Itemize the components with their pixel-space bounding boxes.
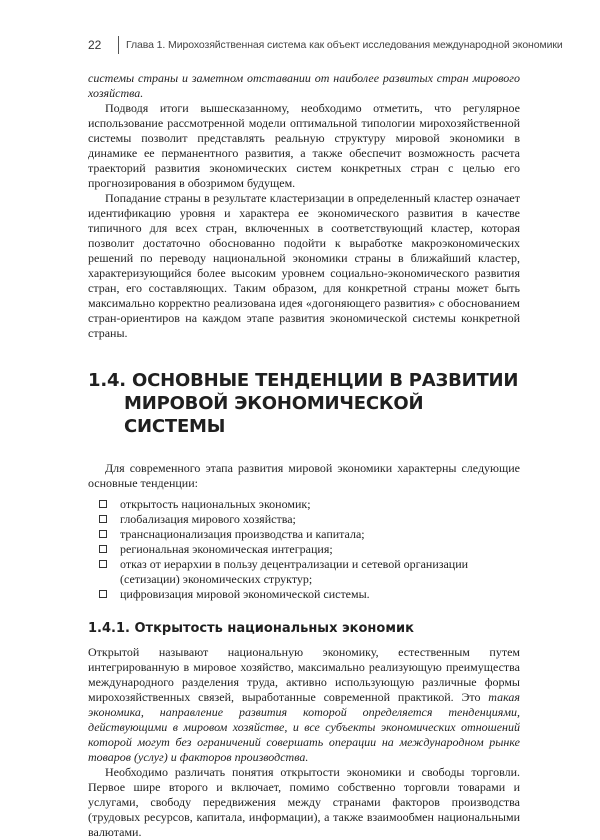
list-item-text: отказ от иерархии в пользу децентрализации и сетевой организации (сетизации) экономических структур;: [120, 557, 469, 586]
list-item: [88, 527, 520, 542]
checkbox-bullet-icon: [99, 560, 107, 568]
list-item-text: транснационализация производства и капитала;: [120, 527, 365, 541]
list-item: [88, 512, 520, 527]
paragraph-open-economy-definition: [88, 645, 520, 765]
list-item-text: глобализация мирового хозяйства;: [120, 512, 296, 526]
header-divider: [118, 36, 119, 54]
list-item: [88, 557, 520, 587]
page-body: [88, 71, 520, 840]
section-intro: Для современного этапа развития мировой экономики характерны следующие основные тенденции:: [88, 461, 520, 490]
checkbox-bullet-icon: [99, 500, 107, 508]
list-item-text: региональная экономическая интеграция;: [120, 542, 333, 556]
list-item: [88, 587, 520, 602]
paragraph-openness-vs-free-trade: Необходимо различать понятия открытости экономики и свободы торговли. Первое шире второго и включает, помимо собственно торговли товарами и услугами, свободу передвижения между странами факторов производства (трудовых ресурсов, капитала, информации), а также взаимообмен национальными валютами.: [88, 765, 520, 839]
list-item-text: открытость национальных экономик;: [120, 497, 311, 511]
running-title: Глава 1. Мирохозяйственная система как объект исследования международной экономики: [126, 39, 563, 51]
list-item-text: цифровизация мировой экономической системы.: [120, 587, 370, 601]
section-heading: 1.4. ОСНОВНЫЕ ТЕНДЕНЦИИ В РАЗВИТИИ МИРОВОЙ ЭКОНОМИЧЕСКОЙ СИСТЕМЫ: [88, 370, 519, 437]
list-item: [88, 497, 520, 512]
paragraph-summary: Подводя итоги вышесказанному, необходимо отметить, что регулярное использование рассмотренной модели оптимальной типологии мирохозяйственной системы позволит представлять реальную структуру мировой экономики в динамике ее перманентного развития, а также обеспечит возможность расчета траекторий развития экономических систем конкретных стран с целью его прогнозирования в обозримом будущем.: [88, 101, 520, 190]
trends-list: [88, 497, 520, 602]
list-item: [88, 542, 520, 557]
checkbox-bullet-icon: [99, 545, 107, 553]
checkbox-bullet-icon: [99, 530, 107, 538]
subsection-heading: 1.4.1. Открытость национальных экономик: [88, 621, 414, 636]
checkbox-bullet-icon: [99, 590, 107, 598]
checkbox-bullet-icon: [99, 515, 107, 523]
definition-italic-text: такая экономика, направление развития которой определяется тенденциями, действующими в мировом хозяйстве, и все субъекты экономических отношений которой могут без ограничений совершать операции на международном рынке товаров (услуг) и факторов производства.: [88, 690, 520, 764]
page-number: 22: [88, 38, 102, 52]
definition-text: Открытой называют национальную экономику, естественным путем интегрированную в мировое хозяйство, максимально реализующую преимущества международного разделения труда, активно использующую различные формы мирохозяйственных связей, выработанные современной практикой. Это: [88, 645, 520, 704]
running-header: [88, 36, 563, 54]
paragraph-clustering: Попадание страны в результате кластеризации в определенный кластер означает идентификацию уровня и характера ее экономического развития в качестве типичного для всех стран, включенных в соответствующий кластер, которая позволит достаточно обоснованно подойти к выработке макроэкономических решений по переводу национальной экономики страны в ближайший кластер, характеризующийся более высоким уровнем социально-экономического развития стран, его составляющих. Таким образом, для конкретной страны может быть максимально корректно реализована идея «догоняющего развития» с обоснованием стран-ориентиров на каждом этапе развития экономической системы конкретной страны.: [88, 191, 520, 340]
paragraph-continued: системы страны и заметном отставании от наиболее развитых стран мирового хозяйства.: [88, 71, 520, 100]
